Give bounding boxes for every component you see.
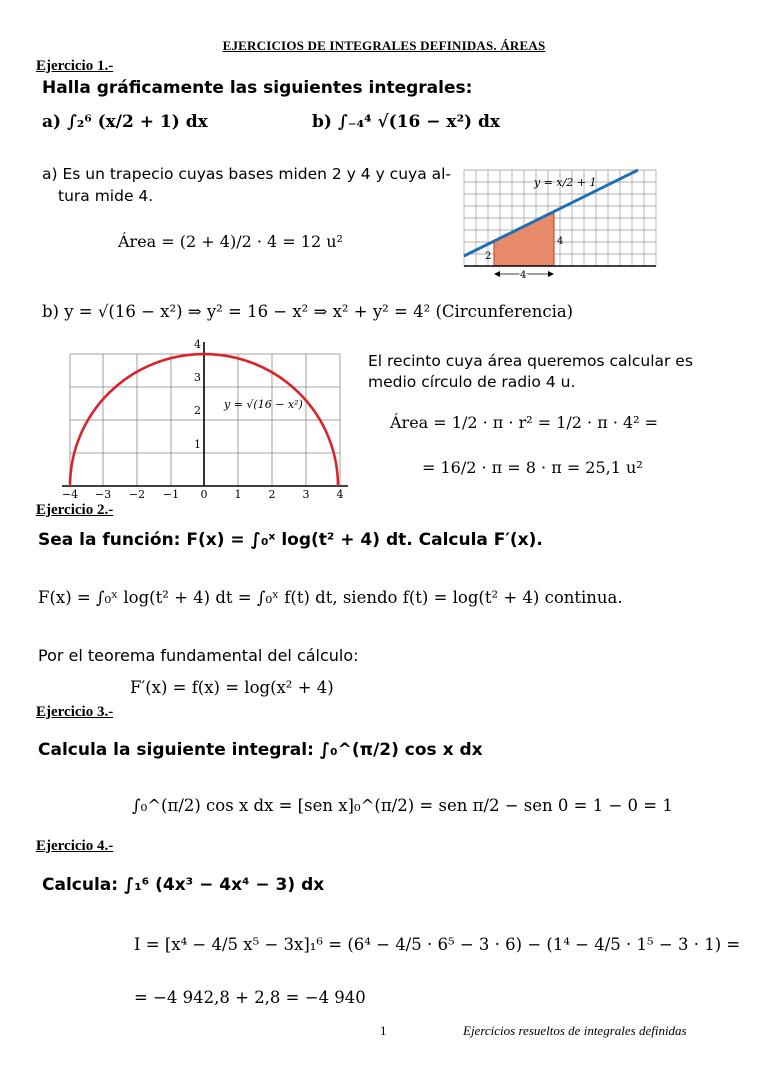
x-tick-label: 4 xyxy=(336,488,344,501)
ex2-line-3: F′(x) = f(x) = log(x² + 4) xyxy=(130,678,334,697)
y-tick-label: 1 xyxy=(194,438,201,451)
ex1-b-desc-1: El recinto cuya área queremos calcular es xyxy=(368,352,693,370)
semicircle-grid xyxy=(70,354,340,486)
ex4-prompt: Calcula: ∫₁⁶ (4x³ − 4x⁴ − 3) dx xyxy=(42,875,325,895)
trapezoid-width-label: 4 xyxy=(520,270,527,281)
x-tick-label: 2 xyxy=(268,488,276,501)
x-tick-label: −3 xyxy=(94,488,112,501)
x-tick-label: 3 xyxy=(302,488,310,501)
x-tick-label: 0 xyxy=(200,488,208,501)
ex4-heading: Ejercicio 4.- xyxy=(36,838,114,854)
trapezoid-line-label: y = x/2 + 1 xyxy=(534,176,597,189)
ex1-b-area-1: Área = 1/2 · π · r² = 1/2 · π · 4² = xyxy=(390,413,659,432)
ex1-prompt: Halla gráficamente las siguientes integrales: xyxy=(42,78,473,98)
ex1-heading: Ejercicio 1.- xyxy=(36,58,114,74)
ex2-prompt: Sea la función: F(x) = ∫₀ˣ log(t² + 4) dt. Calcula F′(x). xyxy=(38,530,543,550)
semicircle-curve-label: y = √(16 − x²) xyxy=(224,398,303,411)
trapezoid-graph xyxy=(460,166,660,281)
ex1-b-area-2: = 16/2 · π = 8 · π = 25,1 u² xyxy=(422,458,643,477)
y-tick-label: 3 xyxy=(194,371,201,384)
x-tick-label: −2 xyxy=(128,488,146,501)
ex4-line-2: = −4 942,8 + 2,8 = −4 940 xyxy=(134,988,366,1007)
page-number: 1 xyxy=(380,1023,387,1038)
semicircle-graph xyxy=(58,338,350,502)
ex3-solution: ∫₀^(π/2) cos x dx = [sen x]₀^(π/2) = sen π/2 − sen 0 = 1 − 0 = 1 xyxy=(132,796,673,815)
ex1-b-text: b) y = √(16 − x²) ⇒ y² = 16 − x² ⇒ x² + y² = 4² (Circunferencia) xyxy=(42,302,574,321)
ex1-a-text-1: a) Es un trapecio cuyas bases miden 2 y 4 y cuya al- xyxy=(42,165,452,183)
y-tick-label: 2 xyxy=(194,404,201,417)
x-tick-label: −4 xyxy=(61,488,79,501)
ex1-a-text-2: tura mide 4. xyxy=(58,187,154,205)
y-tick-label: 4 xyxy=(194,338,201,351)
ex2-line-2: Por el teorema fundamental del cálculo: xyxy=(38,646,359,665)
ex1-integral-b: b) ∫₋₄⁴ √(16 − x²) dx xyxy=(312,112,500,132)
ex1-b-desc-2: medio círculo de radio 4 u. xyxy=(368,373,576,391)
x-tick-label: −1 xyxy=(162,488,180,501)
ex3-prompt: Calcula la siguiente integral: ∫₀^(π/2) cos x dx xyxy=(38,740,483,760)
ex4-line-1: I = [x⁴ − 4/5 x⁵ − 3x]₁⁶ = (6⁴ − 4/5 · 6⁵ − 3 · 6) − (1⁴ − 4/5 · 1⁵ − 3 · 1) = xyxy=(134,935,741,954)
ex2-heading: Ejercicio 2.- xyxy=(36,502,114,518)
ex1-integral-a: a) ∫₂⁶ (x/2 + 1) dx xyxy=(42,112,208,132)
document-title: EJERCICIOS DE INTEGRALES DEFINIDAS. ÁREAS xyxy=(222,38,546,53)
trapezoid-base4-label: 4 xyxy=(557,236,564,247)
ex1-a-area: Área = (2 + 4)/2 · 4 = 12 u² xyxy=(118,232,343,251)
x-tick-label: 1 xyxy=(234,488,242,501)
footer-caption: Ejercicios resueltos de integrales definidas xyxy=(463,1023,687,1038)
ex2-line-1: F(x) = ∫₀ˣ log(t² + 4) dt = ∫₀ˣ f(t) dt, siendo f(t) = log(t² + 4) continua. xyxy=(38,588,623,607)
trapezoid-base2-label: 2 xyxy=(485,251,492,262)
ex3-heading: Ejercicio 3.- xyxy=(36,704,114,720)
